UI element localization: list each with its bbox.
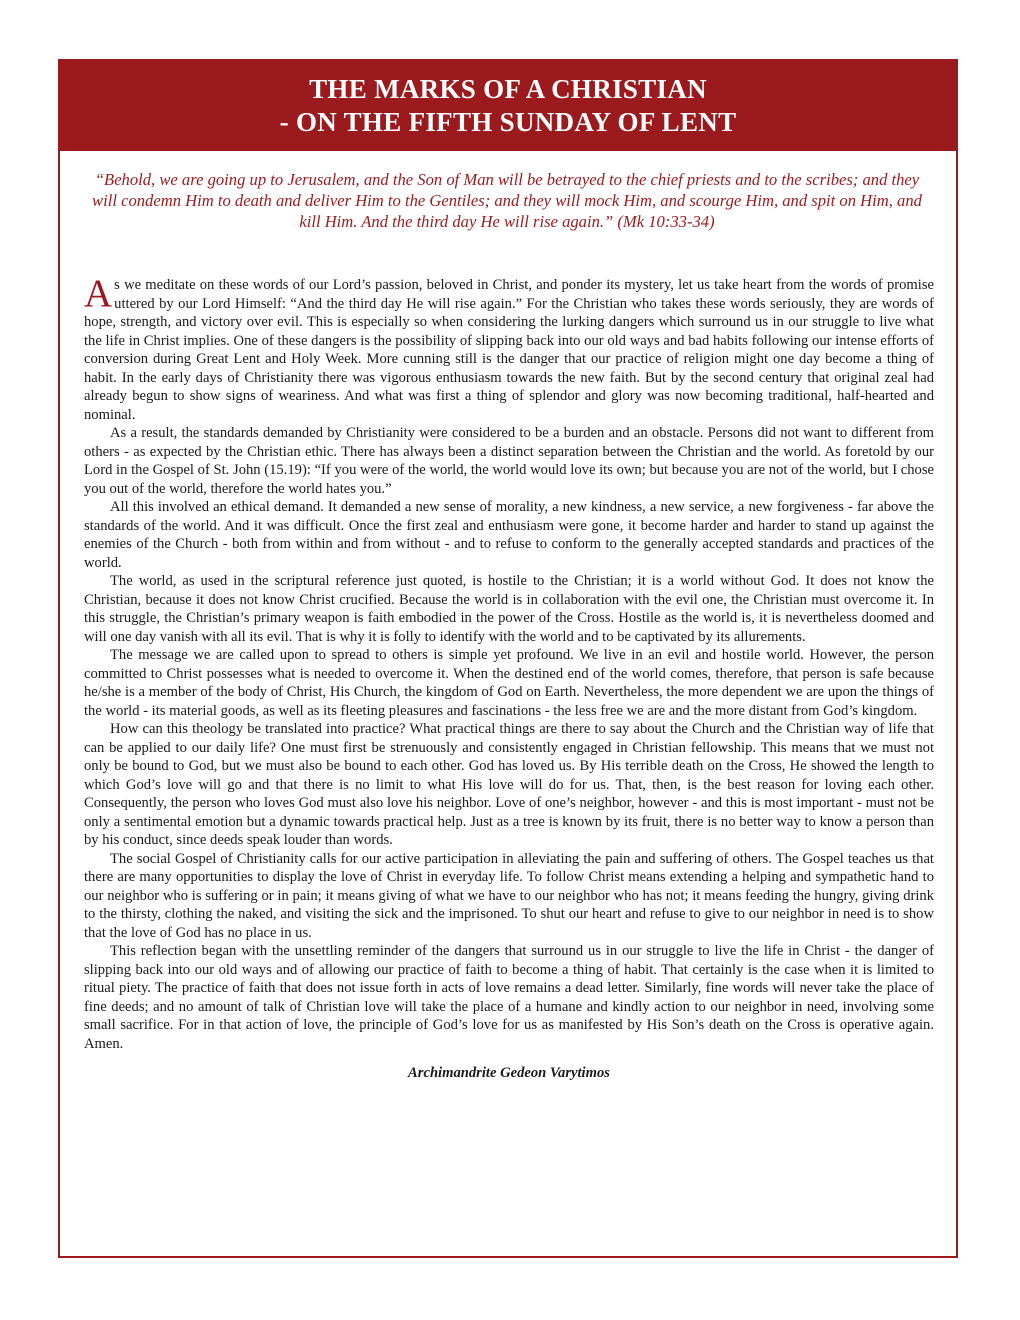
paragraph-8: This reflection began with the unsettling reminder of the dangers that surround us in our struggle to live the life in Christ - the danger of slipping back into our old ways and of allowing our practice of faith to become a thing of habit. That certainly is the case when it is limited to ritual piety. The practice of faith that does not issue forth in acts of love remains a dead letter. Similarly, fine words will never take the place of fine deeds; and no amount of talk of Christian love will take the place of a humane and kindly action to our neighbor in need, involving some small sacrifice. For in that action of love, the principle of God’s love for us as manifested by His Son’s death on the Cross is operative again. Amen. <box>84 943 934 1052</box>
paragraph-5: The message we are called upon to spread to others is simple yet profound. We live in an evil and hostile world. However, the person committed to Christ possesses what is needed to overcome it. When the destined end of the world comes, therefore, that person is safe because he/she is a member of the body of Christ, His Church, the kingdom of God on Earth. Nevertheless, the more dependent we are upon the things of the world - its material goods, as well as its fleeting pleasures and fascinations - the less free we are and the more distant from God’s kingdom. <box>84 647 934 719</box>
drop-cap: A <box>84 272 113 315</box>
paragraph-7: The social Gospel of Christianity calls for our active participation in alleviating the pain and suffering of others. The Gospel teaches us that there are many opportunities to display the love of Christ in everyday life. To follow Christ means extending a helping and sympathetic hand to our neighbor who is suffering or in pain; it means giving of what we have to our neighbor who has not; it means feeding the hungry, giving drink to the thirsty, clothing the naked, and visiting the sick and the imprisoned. To shut our heart and refuse to give to our neighbor in need is to show that the love of God has no place in us. <box>84 850 934 941</box>
article-frame <box>58 59 958 1258</box>
article-body <box>84 272 934 1082</box>
paragraph-6: How can this theology be translated into practice? What practical things are there to say about the Church and the Christian way of life that can be applied to our daily life? One must first be strenuously and consistently engaged in Christian fellowship. This means that we must not only be bound to God, but we must also be bound to each other. God has loved us. By His terrible death on the Cross, He showed the length to which God’s love will go and that there is no limit to what His love will do for us. That, then, is the best reason for loving each other. Consequently, the person who loves God must also love his neighbor. Love of one’s neighbor, however - and this is most important - must not be only a sentimental emotion but a dynamic towards practical help. Just as a tree is known by its fruit, there is no better way to know a person than by his conduct, since deeds speak louder than words. <box>84 721 934 848</box>
author-signature: Archimandrite Gedeon Varytimos <box>408 1065 610 1081</box>
paragraph-1-text: s we meditate on these words of our Lord’s passion, beloved in Christ, and ponder its mystery, let us take heart from the words of promise uttered by our Lord Himself: “And the third day He will rise again.” For the Christian who takes these words seriously, they are words of hope, strength, and victory over evil. This is especially so when considering the lurking dangers which surround us in our struggle to live what the life in Christ implies. One of these dangers is the possibility of slipping back into our old ways and bad habits following our intense efforts of conversion during Great Lent and Holy Week. More cunning still is the danger that our practice of religion might one day become a thing of habit. In the early days of Christianity there was vigorous enthusiasm towards the new faith. But by the second century that original zeal had already begun to show signs of weariness. And what was first a thing of splendor and glory was now becoming traditional, half-hearted and nominal. <box>84 277 934 423</box>
scripture-epigraph: “Behold, we are going up to Jerusalem, and the Son of Man will be betrayed to the chief priests and to the scribes; and they will condemn Him to death and deliver Him to the Gentiles; and they will mock Him, and scourge Him, and spit on Him, and kill Him. And the third day He will rise again.” (Mk 10:33-34) <box>92 170 922 231</box>
paragraph-4: The world, as used in the scriptural reference just quoted, is hostile to the Christian; it is a world without God. It does not know the Christian, because it does not know Christ crucified. Because the world is in collaboration with the evil one, the Christian must overcome it. In this struggle, the Christian’s primary weapon is faith embodied in the power of the Cross. Hostile as the world is, it is nevertheless doomed and will one day vanish with all its evil. That is why it is folly to identify with the world and to be captivated by its allurements. <box>84 573 934 645</box>
paragraph-1 <box>84 272 934 424</box>
paragraph-3: All this involved an ethical demand. It demanded a new sense of morality, a new kindness, a new service, a new forgiveness - far above the standards of the world. And it was difficult. Once the first zeal and enthusiasm were gone, it become harder and harder to stand up against the enemies of the Church - both from within and from without - and to refuse to conform to the generally accepted standards and practices of the world. <box>84 499 934 571</box>
title-banner <box>60 61 956 151</box>
title-line-2: - ON THE FIFTH SUNDAY OF LENT <box>279 107 737 137</box>
paragraph-2: As a result, the standards demanded by Christianity were considered to be a burden and an obstacle. Persons did not want to different from others - as expected by the Christian ethic. There has always been a distinct separation between the Christian and the world. As foretold by our Lord in the Gospel of St. John (15.19): “If you were of the world, the world would love its own; but because you are not of the world, but I chose you out of the world, therefore the world hates you.” <box>84 425 934 497</box>
title-line-1: THE MARKS OF A CHRISTIAN <box>309 74 707 104</box>
